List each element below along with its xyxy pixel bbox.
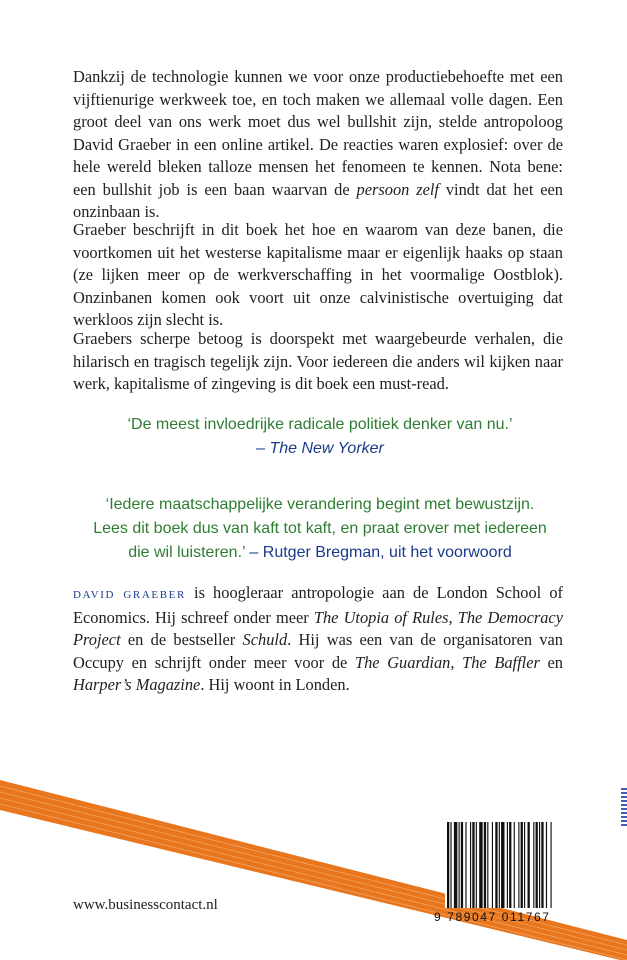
bio-text-5: . Hij woont in Londen. [200,675,350,694]
quote-bregman-line-3 [60,541,580,565]
bio-text-1: is hoogleraar antropologie aan de London School of Economics. Hij schreef onder meer [73,583,563,627]
isbn-number: 9 789047 011767 [434,910,551,924]
quote-new-yorker-attribution [60,437,580,461]
quote-new-yorker [60,413,580,461]
edge-color-mark [621,788,627,826]
bio-text-2: en de bestseller [120,630,243,649]
author-name: DAVID GRAEBER [73,589,186,601]
bio-book-3: Schuld [242,630,288,649]
quote-bregman-line-2: Lees dit boek dus van kaft tot kaft, en praat erover met iedereen [93,520,547,537]
bio-text-4: en [539,652,563,672]
paragraph-intro [73,66,563,224]
paragraph-intro-text: Dankzij de technologie kunnen we voor onze productiebehoefte met een vijftienurige werkweek toe, en toch maken we allemaal volle dagen. Een groot deel van ons werk moet dus wel bullshit zijn, stelde antropoloog David Graeber in een online artikel. De reacties waren explosief: over de hele wereld bleken talloze mensen het fenomeen te kennen. Nota bene: een bullshit job is een baan waarvan de [73,67,563,199]
attribution-dash: – [256,440,270,457]
publisher-url: www.businesscontact.nl [73,897,218,913]
quote-bregman-line-1: ‘Iedere maatschappelijke verandering begint met bewustzijn. [105,496,535,513]
attribution-source: The New Yorker [269,440,384,457]
bio-publication-3: Harper’s Magazine [73,675,201,694]
quote-new-yorker-text: ‘De meest invloedrijke radicale politiek denker van nu.’ [127,416,513,433]
bio-separator-2: , [450,652,463,672]
quote-bregman-attribution: – Rutger Bregman, uit het voorwoord [244,544,512,561]
quote-bregman-line-3-text: die wil luisteren.’ [128,544,245,561]
author-bio [73,582,563,697]
paragraph-intro-end: vindt dat het een onzinbaan is. [73,179,563,221]
paragraph-intro-emphasis: persoon zelf [356,179,439,199]
bio-book-2: The Democracy Project [73,607,563,649]
paragraph-recommendation: Graebers scherpe betoog is doorspekt met waargebeurde verhalen, die hilarisch en tragisch tegelijk zijn. Voor iedereen die anders wil kijken naar werk, kapitalisme of zingeving is dit boek een must-read. [73,329,563,393]
bio-separator-1: , [448,607,458,627]
paragraph-description: Graeber beschrijft in dit boek het hoe en waarom van deze banen, die voortkomen uit het westerse kapitalisme maar er eigenlijk haaks op staan (ze lijken meer op de werkverschaffing in het voormalige Oostblok). Onzinbanen komen ook voort uit onze calvinistische overtuiging dat werkloos zijn slecht is. [73,220,563,329]
bio-publication-1: The Guardian [354,652,451,672]
quote-bregman [60,493,580,565]
barcode-bars [445,822,585,908]
bio-publication-2: The Baffler [462,652,540,672]
barcode [445,822,585,908]
bio-book-1: The Utopia of Rules [313,607,449,627]
bio-text-3: . Hij was een van de organisatoren van Occupy en schrijft onder meer voor de [73,630,564,672]
